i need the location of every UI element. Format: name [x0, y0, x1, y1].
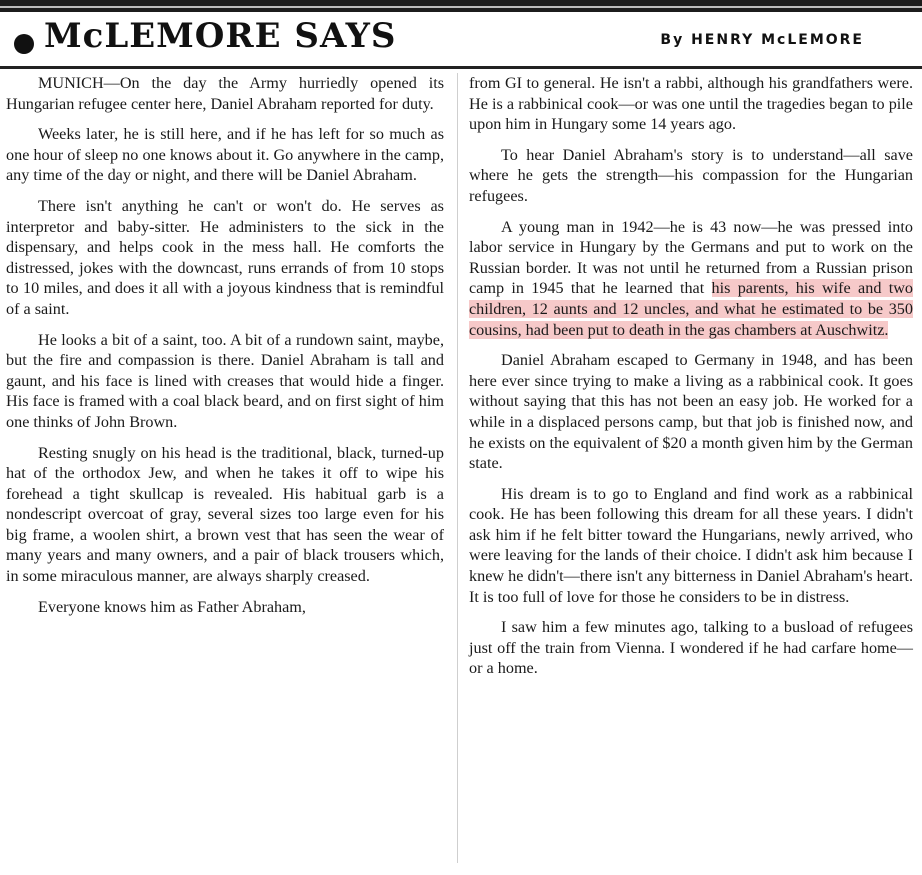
paragraph-continuation: from GI to general. He isn't a rabbi, although his grandfathers were. He is a rabbinical cook—or was one until the tragedies began to pile upon him in Hungary some 14 years ago.	[469, 74, 913, 134]
paragraph: MUNICH—On the day the Army hurriedly opened its Hungarian refugee center here, Daniel Abraham reported for duty.	[6, 74, 444, 113]
header-divider	[0, 66, 922, 69]
paragraph: There isn't anything he can't or won't do. He serves as interpretor and baby-sitter. He administers to the sick in the dispensary, and helps cook in the mess hall. He comforts the distressed, jokes with the downcast, runs errands of from 10 stops to 10 miles, and does it all with a joyous kindness that is remindful of a saint.	[6, 196, 444, 318]
paragraph: His dream is to go to England and find work as a rabbinical cook. He has been following this dream for all these years. I didn't ask him if he felt bitter toward the Hungarians, newly arrived, who were leaving for the lands of their choice. I didn't ask him because I knew he didn't—there isn't any bitterness in Daniel Abraham's heart. It is too full of love for those he considers to be in distress.	[469, 484, 913, 606]
column-title: McLEMORE SAYS	[44, 16, 397, 56]
column-divider	[457, 73, 458, 863]
highlighted-passage: his parents, his wife and two children, 12 aunts and 12 uncles, and what he estimated to be 350 cousins, had been put to death in the gas chambers at Auschwitz.	[469, 279, 913, 339]
paragraph: He looks a bit of a saint, too. A bit of a rundown saint, maybe, but the fire and compassion is there. Daniel Abraham is tall and gaunt, and his face is lined with creases that would hide a finger. His face is framed with a coal black beard, and on first sight of him one thinks of John Brown.	[6, 330, 444, 431]
byline: By HENRY McLEMORE	[660, 32, 864, 48]
paragraph: Resting snugly on his head is the traditional, black, turned-up hat of the orthodox Jew, and when he takes it off to wipe his forehead a tight skullcap is revealed. His habitual garb is a nondescript overcoat of gray, several sizes too large even for his big frame, a woolen shirt, a brown vest that has seen the wear of many years and many owners, and a pair of black trousers which, in some miraculous manner, are always sharply creased.	[6, 443, 444, 586]
paragraph: Everyone knows him as Father Abraham,	[38, 597, 306, 616]
paragraph: I saw him a few minutes ago, talking to a busload of refugees just off the train from Vienna. I wondered if he had carfare home—or a home.	[469, 618, 913, 678]
bullet-icon	[14, 34, 34, 54]
paragraph: To hear Daniel Abraham's story is to understand—all save where he gets the strength—his compassion for the Hungarian refugees.	[469, 145, 913, 205]
paragraph-text: A young man in 1942—he is 43 now—he was pressed into labor service in Hungary by the Germans and put to work on the Russian border. It was not until he returned from a Russian prison camp in 1945 that he learned that	[469, 217, 913, 298]
top-rule	[0, 0, 922, 12]
paragraph: Weeks later, he is still here, and if he has left for so much as one hour of sleep no one knows about it. Go anywhere in the camp, any time of the day or night, and there will be Daniel Abraham.	[6, 125, 444, 185]
article-column-left	[6, 73, 444, 627]
paragraph: Daniel Abraham escaped to Germany in 1948, and has been here ever since trying to make a living as a rabbinical cook. It goes without saying that this has not been an easy job. He worked for a while in a displaced persons camp, but that job is finished now, and he exists on the equivalent of $20 a month given him by the German state.	[469, 351, 913, 473]
column-masthead	[0, 14, 922, 66]
article-column-right	[469, 73, 913, 689]
paragraph-with-highlight	[469, 217, 913, 341]
